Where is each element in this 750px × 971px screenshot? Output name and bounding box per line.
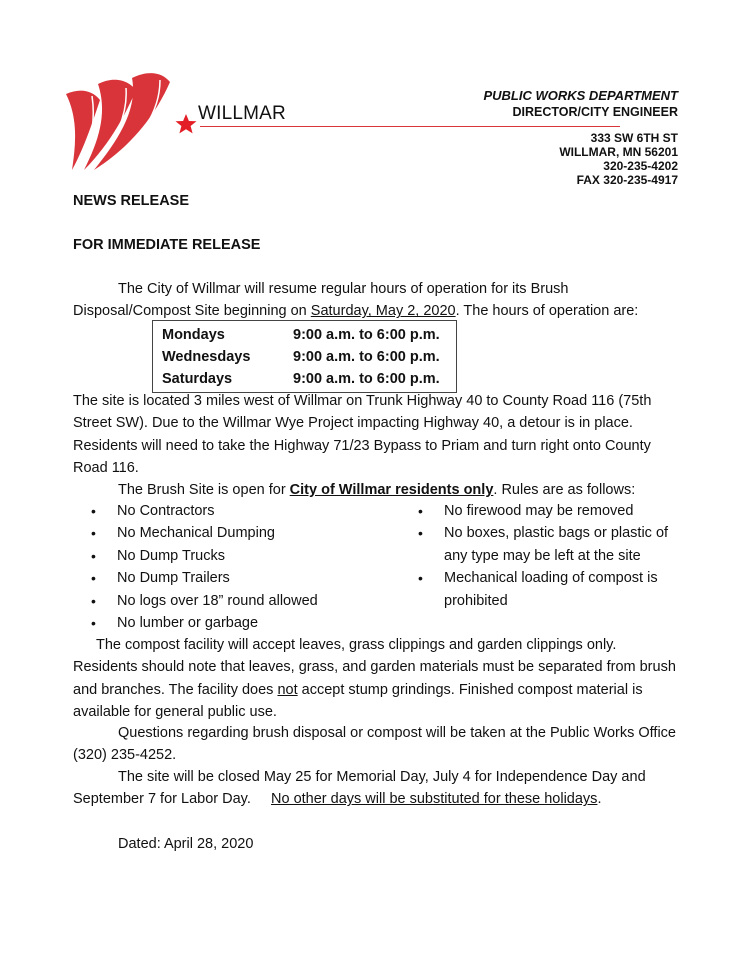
intro-text: The City of Willmar will resume regular hours of operation for its Brush Disposal/Compost Site beginning on: [73, 281, 569, 320]
rule-item: • No logs over 18” round allowed: [88, 590, 408, 612]
hours-time: 9:00 a.m. to 6:00 p.m.: [293, 349, 440, 365]
address-street: 333 SW 6TH ST: [590, 131, 678, 145]
address-fax: FAX 320-235-4917: [576, 173, 678, 187]
hours-time: 9:00 a.m. to 6:00 p.m.: [293, 327, 440, 343]
rule-item: • No Contractors: [88, 500, 408, 522]
rule-item: • No Dump Trailers: [88, 567, 408, 589]
location-paragraph: The site is located 3 miles west of Willmar on Trunk Highway 40 to County Road 116 (75th Street SW). Due to the Willmar Wye Project impacting Highway 40, a detour is in place. Residents will need to take the Highway 71/23 Bypass to Priam and turn right onto County Road 116.: [73, 393, 652, 477]
hours-day: Mondays: [162, 327, 225, 343]
rule-item: • Mechanical loading of compost is prohibited: [415, 567, 695, 612]
hours-table: [152, 320, 457, 393]
rules-list-left: [88, 500, 408, 634]
department-title: PUBLIC WORKS DEPARTMENT: [483, 88, 678, 103]
hours-day: Saturdays: [162, 371, 233, 387]
no-substitution-notice: No other days will be substituted for these holidays: [271, 791, 598, 808]
hours-time: 9:00 a.m. to 6:00 p.m.: [293, 371, 440, 387]
intro-text-end: . The hours of operation are:: [455, 303, 639, 320]
rule-item: • No boxes, plastic bags or plastic of any type may be left at the site: [415, 522, 695, 567]
willmar-w-logo-icon: [62, 66, 182, 176]
hours-row: [162, 368, 456, 390]
city-name: WILLMAR: [198, 103, 286, 124]
dated-line: Dated: April 28, 2020: [118, 836, 254, 852]
rules-intro-text: The Brush Site is open for: [118, 482, 290, 498]
residents-only-emphasis: City of Willmar residents only: [289, 482, 494, 498]
news-release-heading: NEWS RELEASE: [73, 193, 190, 209]
address-phone: 320-235-4202: [603, 159, 678, 173]
rule-item: • No firewood may be removed: [415, 500, 695, 522]
holidays-text-end: .: [597, 791, 602, 808]
holidays-text: The site will be closed May 25 for Memorial Day, July 4 for Independence Day and September 7 for Labor Day.: [73, 769, 646, 808]
intro-paragraph: [73, 278, 683, 323]
hours-row: [162, 346, 456, 368]
questions-paragraph: Questions regarding brush disposal or compost will be taken at the Public Works Office (320) 235-4252.: [73, 725, 676, 764]
immediate-release-heading: FOR IMMEDIATE RELEASE: [73, 237, 261, 253]
compost-paragraph: [73, 634, 683, 724]
rule-item: • No Dump Trucks: [88, 545, 408, 567]
compost-text-end: accept stump grindings. Finished compost material is available for general public use.: [73, 681, 643, 721]
compost-text: The compost facility will accept leaves, grass clippings and garden clippings only. Residents should note that leaves, grass, and garden materials must be separated from brush and branches. The facility does: [73, 637, 676, 698]
address-city: WILLMAR, MN 56201: [559, 145, 678, 159]
rules-intro: [73, 479, 683, 501]
department-subtitle: DIRECTOR/CITY ENGINEER: [512, 105, 678, 119]
holidays-paragraph: [73, 766, 683, 811]
red-star-icon: [174, 112, 198, 136]
address-block: [559, 131, 678, 187]
rule-item: • No Mechanical Dumping: [88, 522, 408, 544]
rules-list-right: [415, 500, 695, 612]
not-emphasis: not: [277, 681, 298, 698]
rule-item: • No lumber or garbage: [88, 612, 408, 634]
hours-row: [162, 324, 456, 346]
letterhead-rule: [200, 126, 620, 127]
rules-intro-text-end: . Rules are as follows:: [493, 482, 636, 498]
department-block: [483, 88, 678, 120]
hours-day: Wednesdays: [162, 349, 251, 365]
start-date: Saturday, May 2, 2020: [310, 303, 456, 320]
